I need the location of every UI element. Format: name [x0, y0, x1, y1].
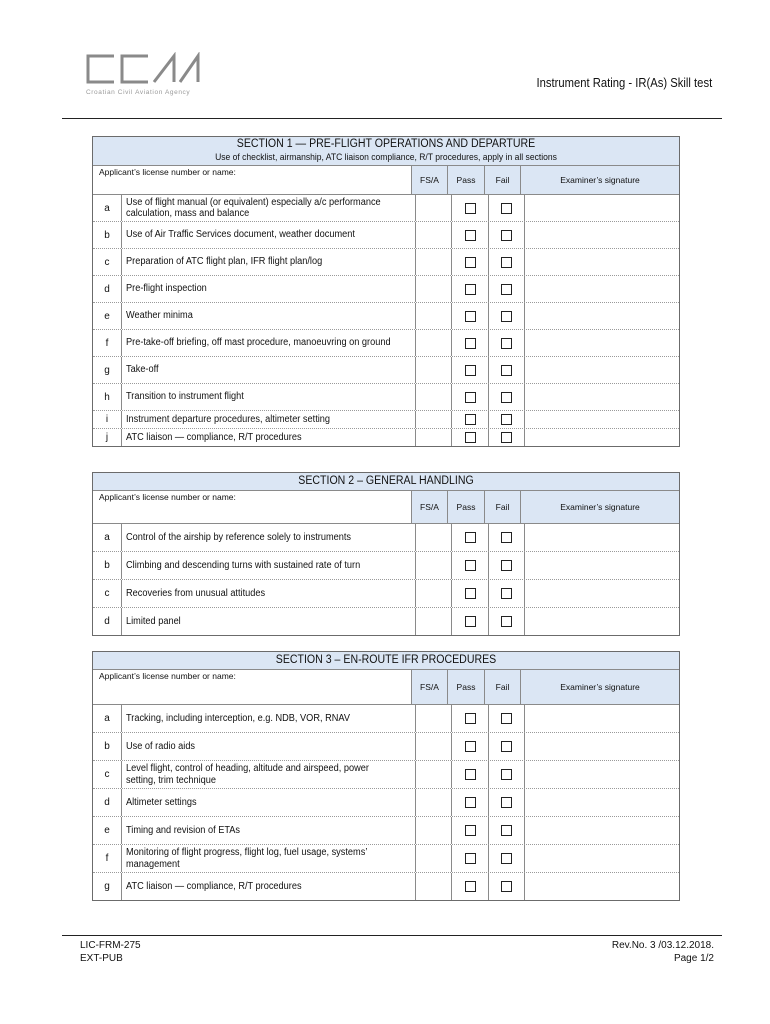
fail-checkbox[interactable]	[501, 392, 512, 403]
fail-checkbox[interactable]	[501, 284, 512, 295]
fsa-column-header: FS/A	[411, 670, 447, 704]
section-3	[92, 651, 680, 901]
row-letter: e	[93, 303, 122, 329]
row-text: Preparation of ATC flight plan, IFR flight plan/log	[126, 256, 323, 268]
pass-checkbox[interactable]	[465, 825, 476, 836]
footer-left	[80, 939, 141, 965]
header-divider	[62, 118, 722, 119]
signature-column-header: Examiner’s signature	[520, 166, 679, 194]
fail-checkbox[interactable]	[501, 769, 512, 780]
row-text: Weather minima	[126, 310, 193, 322]
fail-checkbox[interactable]	[501, 532, 512, 543]
fsa-cell[interactable]	[415, 845, 451, 872]
fail-column-header: Fail	[484, 166, 520, 194]
fsa-cell[interactable]	[415, 789, 451, 816]
fsa-cell[interactable]	[415, 222, 451, 248]
signature-cell[interactable]	[524, 817, 679, 844]
pass-checkbox[interactable]	[465, 203, 476, 214]
table-row	[93, 845, 679, 873]
fsa-cell[interactable]	[415, 873, 451, 900]
section-2-header	[93, 473, 679, 491]
applicant-label: Applicant’s license number or name:	[99, 492, 236, 502]
row-letter: b	[93, 222, 122, 248]
fsa-cell[interactable]	[415, 330, 451, 356]
row-letter: f	[93, 845, 122, 872]
fail-checkbox[interactable]	[501, 203, 512, 214]
section-2-title: SECTION 2 – GENERAL HANDLING	[298, 475, 474, 487]
signature-cell[interactable]	[524, 705, 679, 732]
fsa-cell[interactable]	[415, 195, 451, 221]
pass-checkbox[interactable]	[465, 741, 476, 752]
section-3-column-header	[93, 670, 679, 705]
pass-checkbox[interactable]	[465, 230, 476, 241]
signature-cell[interactable]	[524, 608, 679, 635]
row-letter: c	[93, 580, 122, 607]
section-2	[92, 472, 680, 636]
signature-cell[interactable]	[524, 761, 679, 788]
row-letter: d	[93, 789, 122, 816]
signature-cell[interactable]	[524, 789, 679, 816]
pass-checkbox[interactable]	[465, 616, 476, 627]
pass-checkbox[interactable]	[465, 532, 476, 543]
row-letter: i	[93, 411, 122, 428]
fail-checkbox[interactable]	[501, 797, 512, 808]
signature-cell[interactable]	[524, 222, 679, 248]
fail-checkbox[interactable]	[501, 311, 512, 322]
section-3-header	[93, 652, 679, 670]
pass-checkbox[interactable]	[465, 311, 476, 322]
pass-checkbox[interactable]	[465, 713, 476, 724]
fsa-cell[interactable]	[415, 705, 451, 732]
table-row	[93, 524, 679, 552]
agency-name: Croatian Civil Aviation Agency	[86, 89, 191, 96]
row-text: ATC liaison — compliance, R/T procedures	[126, 880, 302, 892]
signature-cell[interactable]	[524, 552, 679, 579]
fail-checkbox[interactable]	[501, 414, 512, 425]
table-row	[93, 789, 679, 817]
fail-checkbox[interactable]	[501, 432, 512, 443]
table-row	[93, 817, 679, 845]
row-text: Tracking, including interception, e.g. NDB, VOR, RNAV	[126, 712, 350, 724]
section-1-column-header	[93, 166, 679, 195]
signature-cell[interactable]	[524, 873, 679, 900]
table-row	[93, 580, 679, 608]
fsa-cell[interactable]	[415, 552, 451, 579]
footer-divider	[62, 935, 722, 936]
table-row	[93, 552, 679, 580]
fsa-column-header: FS/A	[411, 491, 447, 523]
signature-cell[interactable]	[524, 411, 679, 428]
signature-cell[interactable]	[524, 384, 679, 410]
table-row	[93, 222, 679, 249]
fail-checkbox[interactable]	[501, 741, 512, 752]
table-row	[93, 195, 679, 222]
row-letter: d	[93, 608, 122, 635]
pass-checkbox[interactable]	[465, 769, 476, 780]
section-2-column-header	[93, 491, 679, 524]
row-text: ATC liaison — compliance, R/T procedures	[126, 431, 302, 443]
section-1-header	[93, 137, 679, 166]
pass-checkbox[interactable]	[465, 797, 476, 808]
row-text: Timing and revision of ETAs	[126, 824, 241, 836]
signature-cell[interactable]	[524, 733, 679, 760]
table-row	[93, 873, 679, 900]
pass-checkbox[interactable]	[465, 432, 476, 443]
row-letter: e	[93, 817, 122, 844]
fail-checkbox[interactable]	[501, 365, 512, 376]
pass-checkbox[interactable]	[465, 257, 476, 268]
fail-checkbox[interactable]	[501, 825, 512, 836]
fail-checkbox[interactable]	[501, 338, 512, 349]
table-row	[93, 608, 679, 635]
footer-right	[612, 939, 714, 965]
table-row	[93, 429, 679, 446]
row-text: Transition to instrument flight	[126, 391, 244, 403]
fail-checkbox[interactable]	[501, 881, 512, 892]
fsa-cell[interactable]	[415, 761, 451, 788]
signature-cell[interactable]	[524, 429, 679, 446]
classification: EXT-PUB	[80, 953, 123, 964]
fsa-column-header: FS/A	[411, 166, 447, 194]
revision: Rev.No. 3 /03.12.2018.	[611, 940, 714, 951]
pass-checkbox[interactable]	[465, 588, 476, 599]
row-text: Instrument departure procedures, altimeter setting	[126, 413, 331, 425]
section-1	[92, 136, 680, 447]
table-row	[93, 249, 679, 276]
signature-cell[interactable]	[524, 195, 679, 221]
row-letter: f	[93, 330, 122, 356]
pass-checkbox[interactable]	[465, 338, 476, 349]
pass-column-header: Pass	[447, 670, 484, 704]
row-text: Control of the airship by reference solely to instruments	[126, 531, 351, 543]
row-letter: c	[93, 249, 122, 275]
signature-column-header: Examiner’s signature	[520, 491, 679, 523]
fsa-cell[interactable]	[415, 276, 451, 302]
fsa-cell[interactable]	[415, 411, 451, 428]
row-letter: b	[93, 733, 122, 760]
fail-column-header: Fail	[484, 491, 520, 523]
fsa-cell[interactable]	[415, 817, 451, 844]
form-code: LIC-FRM-275	[80, 940, 141, 951]
pass-checkbox[interactable]	[465, 560, 476, 571]
row-text: Use of flight manual (or equivalent) especially a/c performance calculation, mass and balance	[126, 196, 381, 219]
fail-checkbox[interactable]	[501, 257, 512, 268]
row-text: Pre-flight inspection	[126, 283, 207, 295]
fsa-cell[interactable]	[415, 303, 451, 329]
signature-cell[interactable]	[524, 580, 679, 607]
row-letter: g	[93, 873, 122, 900]
table-row	[93, 357, 679, 384]
row-letter: g	[93, 357, 122, 383]
fail-checkbox[interactable]	[501, 853, 512, 864]
table-row	[93, 705, 679, 733]
fail-checkbox[interactable]	[501, 588, 512, 599]
row-text: Take-off	[126, 364, 159, 376]
row-letter: a	[93, 524, 122, 551]
fsa-cell[interactable]	[415, 733, 451, 760]
signature-cell[interactable]	[524, 276, 679, 302]
row-letter: j	[93, 429, 122, 446]
row-letter: a	[93, 705, 122, 732]
table-row	[93, 411, 679, 429]
section-1-subtitle: Use of checklist, airmanship, ATC liaison compliance, R/T procedures, apply in all sections	[215, 152, 557, 163]
pass-checkbox[interactable]	[465, 881, 476, 892]
applicant-label: Applicant’s license number or name:	[99, 167, 236, 177]
fsa-cell[interactable]	[415, 524, 451, 551]
row-letter: b	[93, 552, 122, 579]
row-letter: a	[93, 195, 122, 221]
row-text: Pre-take-off briefing, off mast procedure, manoeuvring on ground	[126, 337, 391, 349]
applicant-label: Applicant’s license number or name:	[99, 671, 236, 681]
fail-checkbox[interactable]	[501, 230, 512, 241]
signature-cell[interactable]	[524, 845, 679, 872]
row-letter: c	[93, 761, 122, 788]
table-row	[93, 276, 679, 303]
row-letter: h	[93, 384, 122, 410]
ccaa-logo-mark-icon	[84, 52, 208, 88]
row-text: Use of Air Traffic Services document, weather document	[126, 229, 355, 241]
section-1-title: SECTION 1 — PRE-FLIGHT OPERATIONS AND DEPARTURE	[236, 138, 536, 150]
pass-checkbox[interactable]	[465, 414, 476, 425]
section-2-rows	[93, 524, 679, 635]
signature-cell[interactable]	[524, 303, 679, 329]
row-text: Altimeter settings	[126, 796, 197, 808]
fsa-cell[interactable]	[415, 608, 451, 635]
row-text: Climbing and descending turns with sustained rate of turn	[126, 559, 361, 571]
row-text: Use of radio aids	[126, 740, 196, 752]
pass-checkbox[interactable]	[465, 365, 476, 376]
signature-column-header: Examiner’s signature	[520, 670, 679, 704]
table-row	[93, 733, 679, 761]
fsa-cell[interactable]	[415, 357, 451, 383]
fail-checkbox[interactable]	[501, 616, 512, 627]
row-text: Recoveries from unusual attitudes	[126, 587, 266, 599]
document-title: Instrument Rating - IR(As) Skill test	[536, 76, 712, 90]
row-text: Monitoring of flight progress, flight log, fuel usage, systems’ management	[126, 847, 368, 870]
row-text: Limited panel	[126, 615, 181, 627]
section-3-rows	[93, 705, 679, 900]
page-number: Page 1/2	[673, 953, 714, 964]
signature-cell[interactable]	[524, 249, 679, 275]
pass-column-header: Pass	[447, 166, 484, 194]
pass-checkbox[interactable]	[465, 853, 476, 864]
fail-checkbox[interactable]	[501, 713, 512, 724]
table-row	[93, 761, 679, 789]
section-1-rows	[93, 195, 679, 446]
pass-checkbox[interactable]	[465, 284, 476, 295]
signature-cell[interactable]	[524, 357, 679, 383]
fail-column-header: Fail	[484, 670, 520, 704]
fsa-cell[interactable]	[415, 429, 451, 446]
signature-cell[interactable]	[524, 524, 679, 551]
table-row	[93, 303, 679, 330]
fsa-cell[interactable]	[415, 384, 451, 410]
table-row	[93, 384, 679, 411]
row-letter: d	[93, 276, 122, 302]
section-3-title: SECTION 3 – EN-ROUTE IFR PROCEDURES	[275, 654, 497, 666]
pass-checkbox[interactable]	[465, 392, 476, 403]
pass-column-header: Pass	[447, 491, 484, 523]
table-row	[93, 330, 679, 357]
row-text: Level flight, control of heading, altitude and airspeed, power setting, trim technique	[126, 763, 369, 786]
fail-checkbox[interactable]	[501, 560, 512, 571]
fsa-cell[interactable]	[415, 580, 451, 607]
signature-cell[interactable]	[524, 330, 679, 356]
fsa-cell[interactable]	[415, 249, 451, 275]
